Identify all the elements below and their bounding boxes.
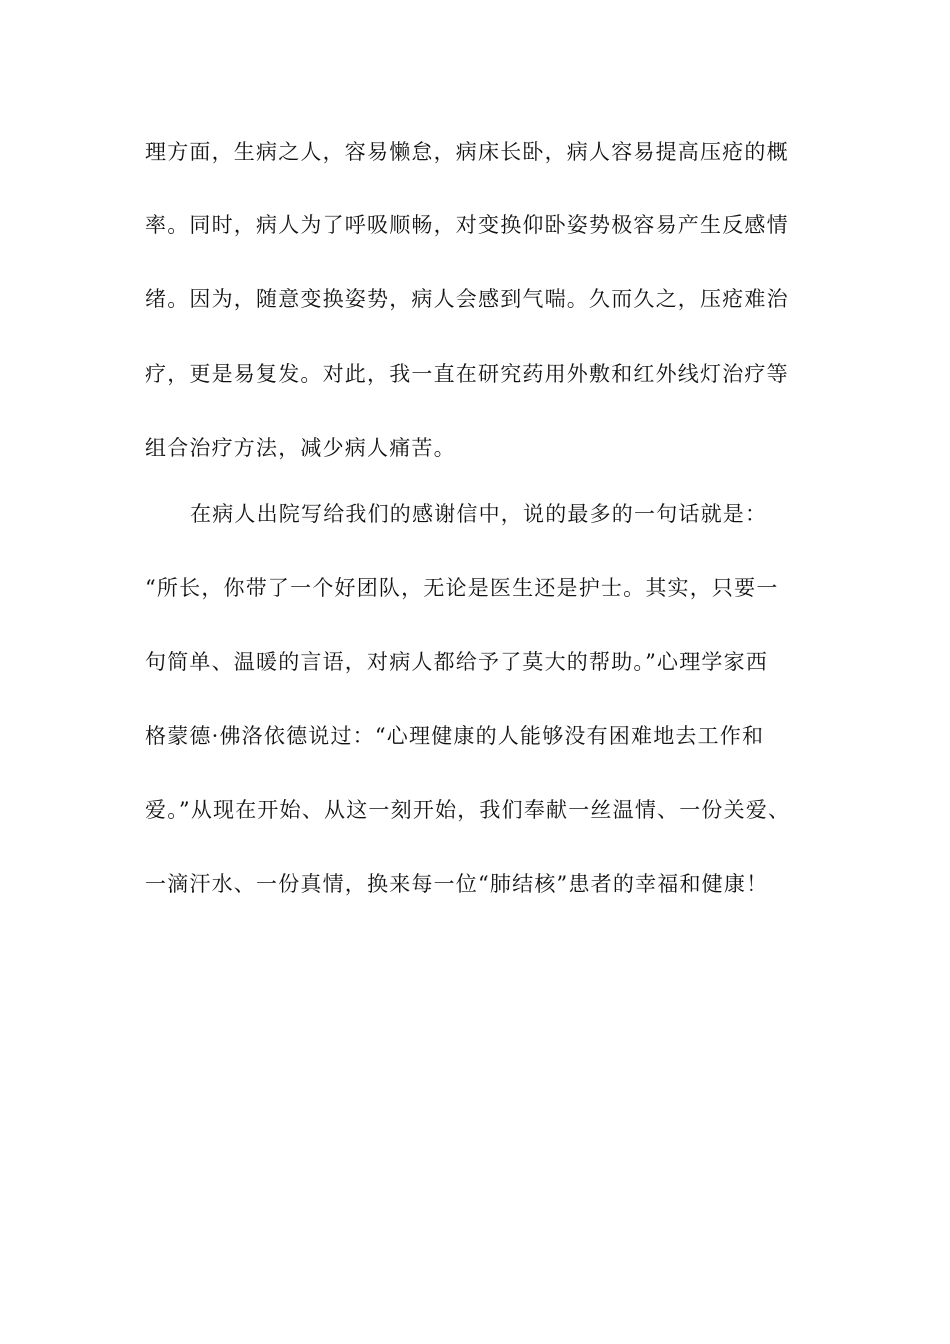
paragraph-2-line-4: 格蒙德·佛洛依德说过：“心理健康的人能够没有困难地去工作和: [145, 724, 765, 748]
paragraph-1-line-5: 组合治疗方法，减少病人痛苦。: [145, 436, 456, 460]
paragraph-2-line-1: 在病人出院写给我们的感谢信中，说的最多的一句话就是：: [190, 502, 768, 526]
paragraph-2-line-5: 爱。”从现在开始、从这一刻开始，我们奉献一丝温情、一份关爱、: [145, 798, 791, 822]
paragraph-2-line-2: “所长，你带了一个好团队，无论是医生还是护士。其实，只要一: [145, 576, 779, 600]
paragraph-2-line-3: 句简单、温暖的言语，对病人都给予了莫大的帮助。”心理学家西: [145, 650, 769, 674]
paragraph-1-line-1: 理方面，生病之人，容易懒怠，病床长卧，病人容易提高压疮的概: [145, 140, 789, 164]
paragraph-1-line-2: 率。同时，病人为了呼吸顺畅，对变换仰卧姿势极容易产生反感情: [145, 213, 789, 237]
paragraph-1-line-3: 绪。因为，随意变换姿势，病人会感到气喘。久而久之，压疮难治: [145, 287, 789, 311]
paragraph-2-line-6: 一滴汗水、一份真情，换来每一位“肺结核”患者的幸福和健康！: [145, 872, 769, 896]
paragraph-1-line-4: 疗，更是易复发。对此，我一直在研究药用外敷和红外线灯治疗等: [145, 362, 789, 386]
